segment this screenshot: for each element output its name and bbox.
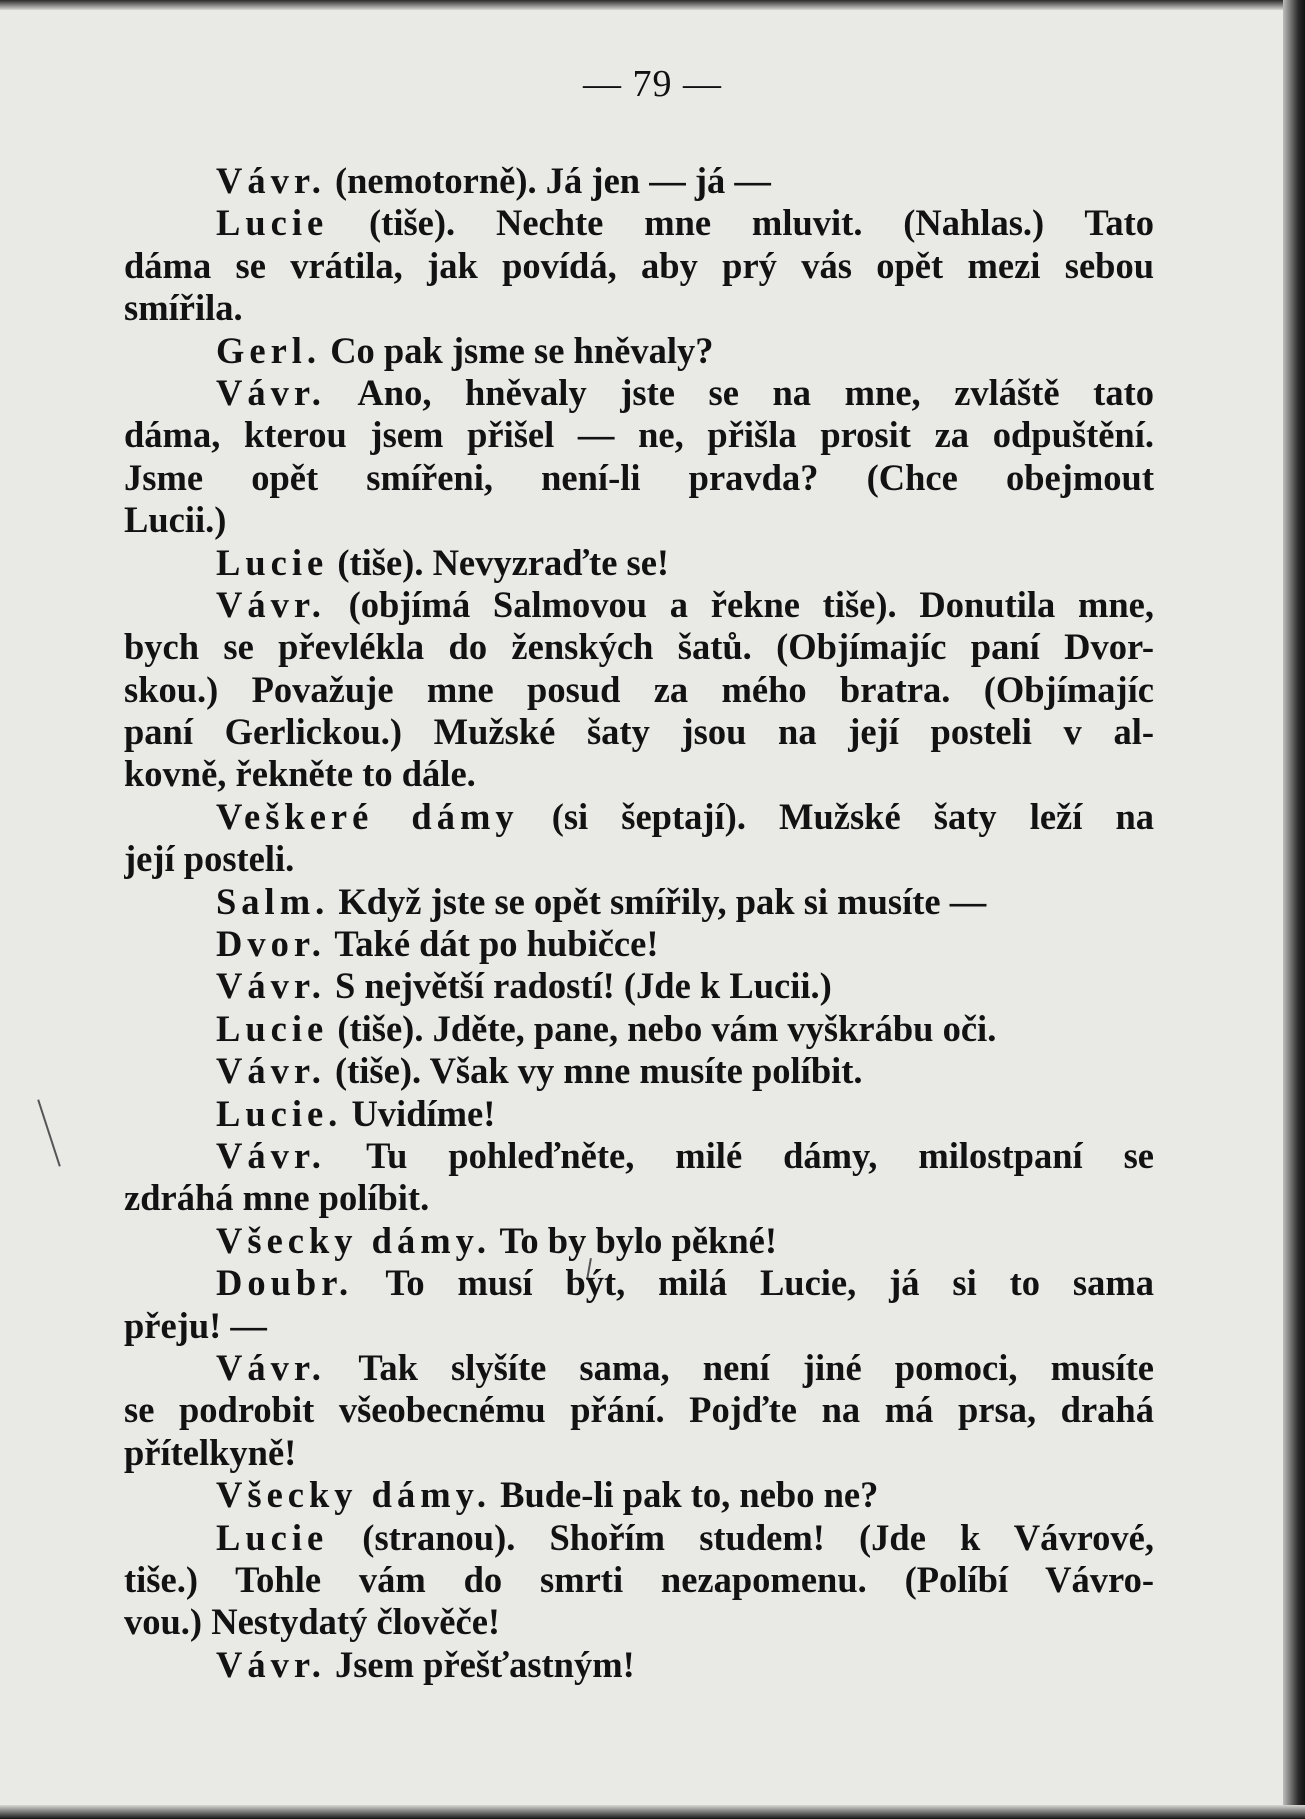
text-line (124, 881, 1154, 923)
text-line (124, 796, 1154, 838)
text-line (124, 414, 1154, 456)
text-line (124, 669, 1154, 711)
text-line (124, 1432, 1154, 1474)
line-text: dáma se vrátila, jak povídá, aby prý vás opět mezi sebou (124, 244, 1154, 286)
speaker-name: Dvor. (216, 923, 326, 965)
line-text: (objímá Salmovou a řekne tiše). Donutila mne, (348, 583, 1154, 625)
line-text: paní Gerlickou.) Mužské šaty jsou na její posteli v al- (124, 711, 1154, 753)
text-line (124, 1389, 1154, 1431)
line-text: její posteli. (124, 838, 295, 880)
line-text: (si šeptají). Mužské šaty leží na (551, 795, 1154, 837)
speaker-name: Všecky dámy. (216, 1474, 491, 1516)
line-text: vou.) Nestydatý člověče! (124, 1601, 501, 1643)
line-text: S největší radostí! (Jde k Lucii.) (334, 965, 832, 1007)
text-line (124, 1050, 1154, 1092)
text-line (124, 160, 1154, 202)
line-text: Tak slyšíte sama, není jiné pomoci, musíte (358, 1346, 1154, 1388)
line-text: smířila. (124, 287, 243, 329)
speaker-name: Lucie (216, 541, 329, 583)
page-top-edge (0, 0, 1305, 10)
line-text: Lucii.) (124, 499, 227, 541)
text-line (124, 330, 1154, 372)
text-line (124, 838, 1154, 880)
text-line (124, 457, 1154, 499)
speaker-name: Vávr. (216, 371, 326, 413)
text-line (124, 965, 1154, 1007)
speaker-name: Doubr. (216, 1262, 354, 1304)
speaker-name: Salm. (216, 880, 330, 922)
scan-mark (37, 1099, 61, 1166)
text-body (124, 160, 1154, 1686)
text-line (124, 1008, 1154, 1050)
text-line (124, 1220, 1154, 1262)
line-text: (tiše). Nevyzraďte se! (337, 541, 670, 583)
speaker-name: Vávr. (216, 1050, 326, 1092)
line-text: (stranou). Shořím studem! (Jde k Vávrové, (362, 1516, 1154, 1558)
speaker-name: Gerl. (216, 329, 322, 371)
line-text: Jsme opět smířeni, není-li pravda? (Chce obejmout (124, 456, 1154, 498)
text-line (124, 584, 1154, 626)
text-line (124, 923, 1154, 965)
speaker-name: Veškeré dámy (216, 795, 519, 837)
text-line (124, 711, 1154, 753)
line-text: přeju! — (124, 1304, 267, 1346)
line-text: bych se převlékla do ženských šatů. (Objímajíc paní Dvor- (124, 626, 1154, 668)
line-text: Tu pohleďněte, milé dámy, milostpaní se (366, 1134, 1154, 1176)
text-line (124, 1644, 1154, 1686)
line-text: To musí být, milá Lucie, já si to sama (385, 1262, 1154, 1304)
text-line (124, 1347, 1154, 1389)
speaker-name: Všecky dámy. (216, 1219, 491, 1261)
speaker-name: Lucie (216, 1007, 329, 1049)
text-line (124, 499, 1154, 541)
line-text: (nemotorně). Já jen — já — (334, 160, 771, 201)
text-line (124, 245, 1154, 287)
text-line (124, 1474, 1154, 1516)
speaker-name: Lucie (216, 202, 329, 244)
line-text: se podrobit všeobecnému přání. Pojďte na má prsa, drahá (124, 1389, 1154, 1431)
page-bottom-edge (0, 1805, 1305, 1819)
line-text: Také dát po hubičce! (334, 923, 659, 965)
text-line (124, 1262, 1154, 1304)
line-text: zdráhá mne políbit. (124, 1177, 430, 1219)
text-line (124, 1177, 1154, 1219)
line-text: přítelkyně! (124, 1431, 297, 1473)
text-line (124, 1517, 1154, 1559)
speaker-name: Vávr. (216, 583, 326, 625)
line-text: (tiše). Nechte mne mluvit. (Nahlas.) Tato (369, 202, 1154, 244)
text-line (124, 753, 1154, 795)
text-line (124, 1135, 1154, 1177)
speaker-name: Lucie (216, 1516, 329, 1558)
text-line (124, 1559, 1154, 1601)
speaker-name: Lucie. (216, 1092, 343, 1134)
text-line (124, 1601, 1154, 1643)
text-line (124, 372, 1154, 414)
text-line (124, 287, 1154, 329)
page-right-edge (1283, 0, 1305, 1819)
line-text: Ano, hněvaly jste se na mne, zvláště tato (357, 371, 1154, 413)
line-text: (tiše). Jděte, pane, nebo vám vyškrábu oči. (337, 1007, 997, 1049)
speaker-name: Vávr. (216, 1346, 326, 1388)
speaker-name: Vávr. (216, 1134, 326, 1176)
text-line (124, 1305, 1154, 1347)
page-number: — 79 — (583, 63, 722, 105)
text-line (124, 626, 1154, 668)
line-text: Bude-li pak to, nebo ne? (500, 1474, 879, 1516)
text-line (124, 1093, 1154, 1135)
line-text: kovně, řekněte to dále. (124, 753, 476, 795)
speaker-name: Vávr. (216, 160, 326, 201)
speaker-name: Vávr. (216, 1643, 326, 1685)
line-text: Když jste se opět smířily, pak si musíte — (338, 880, 987, 922)
text-line (124, 542, 1154, 584)
line-text: tiše.) Tohle vám do smrti nezapomenu. (Políbí Vávro- (124, 1558, 1154, 1600)
line-text: To by bylo pěkné! (499, 1219, 778, 1261)
line-text: Uvidíme! (351, 1092, 496, 1134)
text-line (124, 202, 1154, 244)
line-text: Jsem přešťastným! (334, 1643, 635, 1685)
line-text: skou.) Považuje mne posud za mého bratra. (Objímajíc (124, 668, 1154, 710)
speaker-name: Vávr. (216, 965, 326, 1007)
line-text: dáma, kterou jsem přišel — ne, přišla prosit za odpuštění. (124, 414, 1154, 456)
line-text: (tiše). Však vy mne musíte políbit. (334, 1050, 863, 1092)
line-text: Co pak jsme se hněvaly? (330, 329, 714, 371)
